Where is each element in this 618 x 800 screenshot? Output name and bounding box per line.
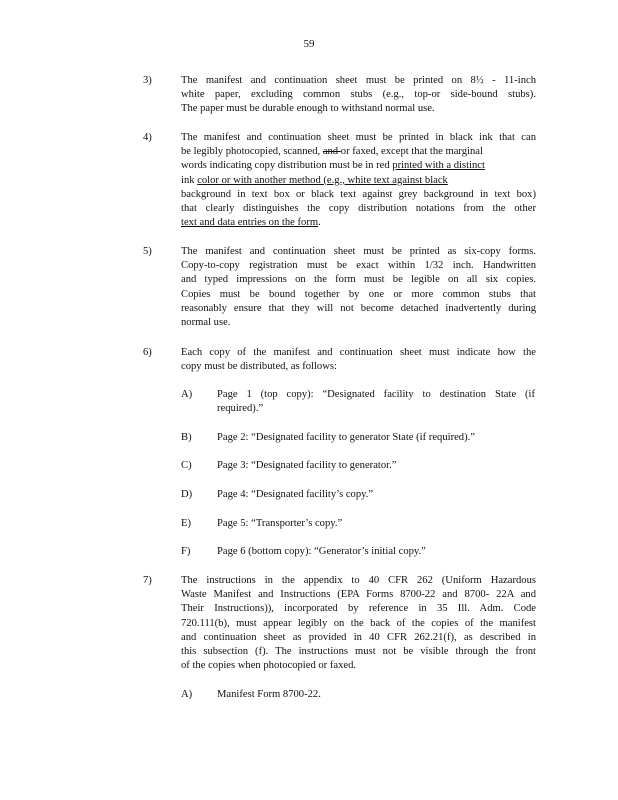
text-line: reasonably ensure that they will not become detached inadvertently during [181,302,536,314]
text-line: Waste Manifest and Instructions (EPA Forms 8700-22 and 8700- 22A and [181,589,536,601]
text-line [181,216,536,230]
text-line: Page 1 (top copy): “Designated facility to destination State (if [217,389,535,400]
item-text [181,245,536,330]
text-line: this subsection (f). The instructions must not be visible through the front [181,646,536,658]
sub-item-text [217,388,535,416]
text-line: white paper, excluding common stubs (e.g., top-or side-bound stubs). [181,89,536,101]
sub-item-letter: E) [181,518,191,529]
text-line: Each copy of the manifest and continuation sheet must indicate how the [181,347,536,358]
sub-item-text [217,545,535,559]
item-text [181,346,536,374]
text-line: The manifest and continuation sheet must be printed as six-copy forms. [181,246,536,257]
text-line: Page 2: “Designated facility to generator State (if required).” [217,432,475,443]
sub-item-text [217,488,535,502]
text-line: The paper must be durable enough to withstand normal use. [181,103,435,115]
sub-item-letter: A) [181,389,193,400]
text-line [181,174,536,188]
text-segment: or faxed, except that the marginal [340,146,483,158]
text-segment: be legibly photocopied, scanned, [181,146,323,158]
text-line: copy must be distributed, as follows: [181,361,337,373]
sub-item-text [217,688,535,702]
text-line: The manifest and continuation sheet must be printed in black ink that can [181,132,536,143]
underlined-text: printed with a distinct [392,160,485,172]
item-number: 7) [143,575,152,586]
text-line [181,159,536,173]
text-line: background in text box or black text against grey background in text box) [181,188,536,200]
text-line: Their Instructions)), incorporated by reference in 35 Ill. Adm. Code [181,603,536,615]
page-number: 59 [303,38,315,50]
text-line: Copy-to-copy registration must be exact within 1/32 inch. Handwritten [181,260,536,272]
sub-item-letter: D) [181,489,193,500]
item-number: 4) [143,132,152,143]
item-text [181,131,536,230]
text-line [181,145,536,159]
sub-item-letter: B) [181,432,192,443]
text-line: Page 6 (bottom copy): “Generator’s initial copy.” [217,546,426,557]
text-line: Copies must be bound together by one or more common stubs that [181,288,536,300]
underlined-text: color or with another method (e.g., white text against black [197,174,448,186]
text-line: of the copies when photocopied or faxed. [181,660,357,672]
sub-item-letter: A) [181,689,193,700]
text-line: and typed impressions on the form must be legible on all six copies. [181,274,536,286]
item-number: 3) [143,75,152,86]
text-line: Page 5: “Transporter’s copy.” [217,518,343,529]
text-line: The manifest and continuation sheet must be printed on 8½ - 11-inch [181,75,536,86]
underlined-text: text and data entries on the form [181,217,319,229]
sub-item-text [217,517,535,531]
text-line: 720.111(b), must appear legibly on the back of the copies of the manifest [181,617,536,629]
sub-item-text [217,431,535,445]
struck-text: and [322,146,341,158]
item-text [181,74,536,117]
text-line: Manifest Form 8700-22. [217,689,321,700]
item-text [181,574,536,673]
text-line: Page 3: “Designated facility to generator.” [217,460,397,471]
text-segment: . [318,217,321,229]
item-number: 6) [143,347,152,358]
text-line: that clearly distinguishes the copy distribution notations from the other [181,203,536,215]
text-segment: ink [181,174,198,186]
text-line: The instructions in the appendix to 40 CFR 262 (Uniform Hazardous [181,575,536,586]
item-number: 5) [143,246,152,257]
text-line: and continuation sheet as provided in 40 CFR 262.21(f), as described in [181,631,536,643]
text-segment: words indicating copy distribution must be in red [181,160,393,172]
text-line: required).” [217,403,264,415]
sub-item-text [217,459,535,473]
sub-item-letter: F) [181,546,191,557]
sub-item-letter: C) [181,460,192,471]
text-line: normal use. [181,317,231,329]
text-line: Page 4: “Designated facility’s copy.” [217,489,374,500]
